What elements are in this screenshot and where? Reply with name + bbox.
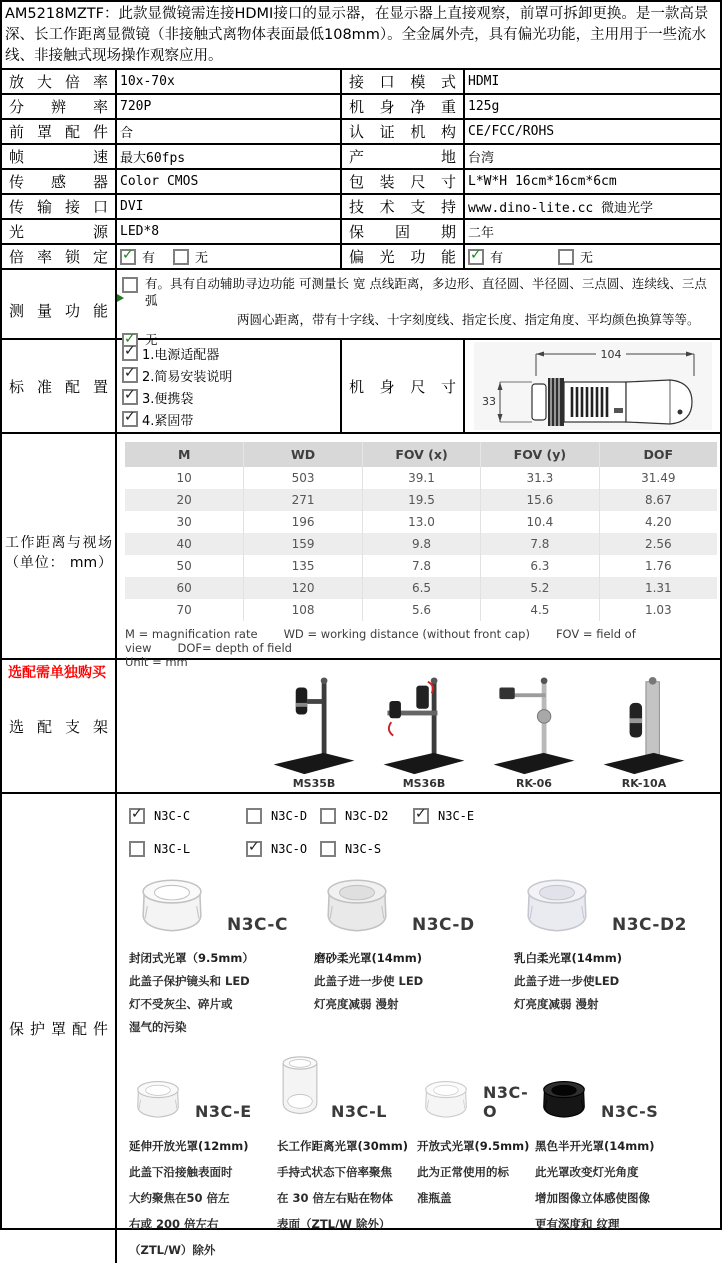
cap-option-label: N3C-C: [154, 809, 191, 823]
spec-label: 前罩配件: [9, 123, 108, 141]
spec-value: 10x-70x: [120, 74, 175, 89]
polarizer-yes-checkbox[interactable]: [468, 249, 484, 265]
spec-label-cell: [342, 145, 465, 168]
wd-column-header: DOF: [599, 442, 717, 467]
magnification-lock-yes-checkbox[interactable]: [120, 249, 136, 265]
wd-table-row: [125, 511, 717, 533]
spec-value: www.dino-lite.cc 微迪光学: [468, 201, 654, 216]
spec-value-cell: [117, 245, 342, 268]
dimension-label-cell: [342, 340, 465, 432]
wd-table-header: [125, 442, 717, 467]
spec-label-cell: [2, 245, 117, 268]
cap-card-N3C-E: [129, 1045, 277, 1263]
cap-option-label: N3C-D2: [345, 809, 389, 823]
cap-image-N3C-O: [417, 1073, 475, 1125]
cap-image-line: [417, 1045, 535, 1125]
spec-value-cell: [117, 95, 342, 118]
cap-image-line: [535, 1045, 720, 1125]
wd-label-line1: 工作距离与视场: [5, 535, 112, 551]
wd-cell: 5.2: [480, 577, 598, 599]
wd-cell: 135: [243, 555, 361, 577]
wd-cell: 20: [176, 493, 192, 507]
cap-card-N3C-S: [535, 1045, 720, 1263]
measurement-label-cell: [2, 270, 117, 351]
spec-value-cell: [465, 195, 720, 218]
spec-value: 720P: [120, 99, 152, 114]
cap-name: N3C-O: [483, 1083, 529, 1121]
wd-cell: 2.56: [599, 533, 717, 555]
spec-value: 最大60fps: [120, 151, 186, 166]
stand-item: [487, 676, 581, 790]
spec-label: 包装尺寸: [349, 173, 456, 191]
spec-value-cell: [117, 220, 342, 243]
cap-option-N3C-C: [129, 808, 246, 824]
spec-value-cell: [465, 145, 720, 168]
cap-option-checkbox-N3C-S[interactable]: [320, 841, 336, 857]
cap-option-checkbox-N3C-L[interactable]: [129, 841, 145, 857]
stand-item: [597, 676, 691, 790]
cap-name: N3C-E: [195, 1102, 252, 1121]
spec-value-cell: [117, 195, 342, 218]
spec-label: 产地: [349, 148, 456, 166]
stand-item: [377, 676, 471, 790]
cap-image-line: [129, 1045, 277, 1125]
wd-cell: 271: [243, 489, 361, 511]
cap-desc-line: 灯不受灰尘、碎片或: [129, 997, 233, 1011]
polarizer-no-checkbox[interactable]: [558, 249, 574, 265]
spec-label: 技术支持: [349, 198, 456, 216]
wd-unit-note: Unit = mm: [125, 655, 188, 669]
cap-desc-line: 长工作距离光罩(30mm): [277, 1139, 408, 1153]
cap-desc-line: 更有深度和 纹理: [535, 1217, 620, 1231]
wd-cell: 108: [243, 599, 361, 621]
spec-label-cell: [342, 195, 465, 218]
cap-name: N3C-C: [227, 915, 288, 935]
cap-option-label: N3C-O: [271, 842, 308, 856]
stand-image-RK-06: [487, 676, 581, 776]
cap-option-checkbox-N3C-D[interactable]: [246, 808, 262, 824]
wd-cell: 60: [176, 581, 192, 595]
cap-image-line: [314, 867, 514, 939]
cap-desc-line: 此为正常使用的标: [417, 1165, 509, 1179]
spec-label: 传输接口: [9, 198, 108, 216]
standard-item-label: 4.紧固带: [142, 413, 194, 429]
cap-option-N3C-L: [129, 841, 246, 857]
cap-option-checkbox-N3C-O[interactable]: [246, 841, 262, 857]
checkbox-label: 有: [142, 251, 156, 266]
spec-value-cell: [465, 170, 720, 193]
spec-value: 台湾: [468, 151, 495, 166]
cap-desc-line: 磨砂柔光罩(14mm): [314, 951, 422, 965]
spec-label-cell: [342, 120, 465, 143]
spec-value-cell: [117, 145, 342, 168]
spec-value: HDMI: [468, 74, 500, 89]
cap-cards-row1: [129, 867, 720, 1039]
cap-description: [535, 1133, 720, 1237]
spec-label-cell: [2, 70, 117, 93]
cap-desc-line: 此光罩改变灯光角度: [535, 1165, 639, 1179]
wd-cell: 1.03: [599, 599, 717, 621]
standard-items: [117, 340, 232, 432]
cap-image-N3C-E: [129, 1073, 187, 1125]
spec-value: 125g: [468, 99, 500, 114]
cap-desc-line: 右或 200 倍左右: [129, 1217, 219, 1231]
cap-desc-line: 在 30 倍左右贴在物体: [277, 1191, 394, 1205]
cap-desc-line: 此盖子进一步使 LED: [314, 974, 424, 988]
cap-image-N3C-L: [277, 1047, 323, 1125]
cap-description: [417, 1133, 535, 1211]
cap-image-line: [129, 867, 314, 939]
spec-value: 合: [120, 126, 134, 141]
spec-rows: [2, 70, 720, 245]
standard-item-checkbox-1[interactable]: [122, 345, 138, 361]
wd-cell: 6.3: [480, 555, 598, 577]
spec-label-cell: [342, 70, 465, 93]
wd-cell: 4.20: [599, 511, 717, 533]
caps-content: [117, 794, 720, 1263]
wd-table-row: [125, 599, 717, 621]
spec-label: 传感器: [9, 173, 108, 191]
standard-label: 标准配置: [9, 377, 108, 396]
spec-value: LED*8: [120, 224, 160, 239]
spec-value: L*W*H 16cm*16cm*6cm: [468, 174, 617, 189]
cap-option-label: N3C-S: [345, 842, 382, 856]
stand-row: [267, 676, 720, 790]
wd-cell: 39.1: [362, 467, 480, 489]
spec-label: 分辨率: [9, 98, 108, 116]
cap-card-N3C-C: [129, 867, 314, 1039]
spec-label-cell: [2, 170, 117, 193]
spec-row: [2, 220, 720, 245]
protective-caps-row: [2, 794, 720, 1257]
spec-value-cell: [465, 245, 720, 268]
wd-cell: 9.8: [362, 533, 480, 555]
wd-cell: 159: [243, 533, 361, 555]
optional-stands-row: [2, 660, 720, 794]
wd-legend-item: FOV = field of view: [125, 627, 636, 655]
cap-description: [129, 1133, 277, 1263]
spec-value-cell: [117, 170, 342, 193]
cap-image-line: [514, 867, 720, 939]
cap-option-label: N3C-D: [271, 809, 308, 823]
wd-table-body: [125, 467, 717, 621]
wd-cell: 15.6: [480, 489, 598, 511]
dimension-drawing-cell: [465, 340, 720, 432]
cap-option-N3C-E: [413, 808, 613, 824]
standard-item-checkbox-2[interactable]: [122, 367, 138, 383]
wd-cell: 6.5: [362, 577, 480, 599]
magnification-lock-no-checkbox[interactable]: [173, 249, 189, 265]
cap-desc-line: 黑色半开光罩(14mm): [535, 1139, 655, 1153]
spec-label: 帧速: [9, 148, 108, 166]
cap-desc-line: 开放式光罩(9.5mm): [417, 1139, 530, 1153]
dimension-height-value: 33: [481, 395, 496, 408]
spec-label-cell: [342, 220, 465, 243]
measurement-option-yes: [122, 275, 716, 309]
cap-desc-line: 手持式状态下倍率聚焦: [277, 1165, 392, 1179]
measurement-option-text: 有。具有自动辅助寻边功能 可测量长 宽 点线距离，多边形、直径圆、半径圆、三点圆、连续线、三点弧: [145, 276, 707, 308]
cap-name: N3C-L: [331, 1102, 387, 1121]
standard-accessory-item: [122, 366, 232, 385]
wd-cell: 503: [243, 467, 361, 489]
standard-item-checkbox-3[interactable]: [122, 389, 138, 405]
measurement-option-text: 无: [145, 332, 158, 347]
wd-legend-item: M = magnification rate: [125, 627, 258, 641]
cap-option-checkbox-N3C-D2[interactable]: [320, 808, 336, 824]
cap-desc-line: 灯亮度减弱 漫射: [314, 997, 399, 1011]
spec-label-cell: [2, 120, 117, 143]
optional-note: 选配需单独购买: [8, 665, 106, 681]
spec-label: 认证机构: [349, 123, 456, 141]
measurement-row: [2, 270, 720, 347]
cap-image-N3C-D: [314, 871, 400, 939]
cap-option-N3C-D: [246, 808, 320, 824]
cap-image-N3C-D2: [514, 871, 600, 939]
standard-item-label: 2.简易安装说明: [142, 369, 233, 385]
cap-desc-line: 此盖子进一步使LED: [514, 974, 620, 988]
spec-label: 机身净重: [349, 98, 456, 116]
working-distance-row: [2, 434, 720, 669]
comment-marker: [117, 294, 124, 302]
wd-column-header: FOV (x): [362, 442, 480, 467]
standard-label-cell: [2, 340, 117, 432]
cap-option-label: N3C-E: [438, 809, 475, 823]
wd-table-row: [125, 555, 717, 577]
measurement-option-text-cont: 两圆心距离，带有十字线、十字刻度线、指定长度、指定角度、平均颜色换算等等。: [237, 312, 700, 327]
wd-cell: 50: [176, 559, 192, 573]
cap-cards-row2: [129, 1045, 720, 1263]
stand-image-MS36B: [377, 676, 471, 776]
cap-card-N3C-D2: [514, 867, 720, 1039]
spec-row: [2, 195, 720, 220]
cap-desc-line: 封闭式光罩（9.5mm）: [129, 951, 254, 965]
wd-cell: 4.5: [480, 599, 598, 621]
spec-value-cell: [465, 95, 720, 118]
cap-option-checkbox-N3C-E[interactable]: [413, 808, 429, 824]
wd-cell: 1.31: [599, 577, 717, 599]
wd-cell: 13.0: [362, 511, 480, 533]
cap-desc-line: 湿气的污染: [129, 1020, 187, 1034]
standard-accessories-row: [2, 340, 720, 434]
spec-value-cell: [465, 120, 720, 143]
standard-item-label: 3.便携袋: [142, 391, 194, 407]
cap-options-grid: [129, 808, 720, 857]
checkbox-label: 无: [195, 251, 209, 266]
spec-value: Color CMOS: [120, 174, 199, 189]
stand-name: RK-10A: [621, 777, 667, 790]
spec-row: [2, 120, 720, 145]
spec-label-cell: [2, 145, 117, 168]
wd-column-header: WD: [243, 442, 361, 467]
cap-desc-line: 灯亮度减弱 漫射: [514, 997, 599, 1011]
cap-desc-line: 准瓶盖: [417, 1191, 452, 1205]
dimension-width-value: 104: [600, 348, 621, 361]
cap-option-N3C-D2: [320, 808, 413, 824]
wd-label-line2: （单位： mm）: [5, 555, 112, 571]
wd-cell: 70: [176, 603, 192, 617]
wd-cell: 30: [176, 515, 192, 529]
cap-desc-line: 乳白柔光罩(14mm): [514, 951, 622, 965]
wd-table-area: [117, 434, 725, 670]
wd-cell: 19.5: [362, 489, 480, 511]
standard-accessory-item: [122, 410, 232, 429]
wd-table: [125, 442, 717, 621]
spec-row: [2, 95, 720, 120]
cap-description: [314, 947, 514, 1016]
spec-label-cell: [342, 245, 465, 268]
stand-name: MS35B: [292, 777, 336, 790]
wd-cell: 7.8: [480, 533, 598, 555]
stand-image-RK-10A: [597, 676, 691, 776]
wd-cell: 10: [176, 471, 192, 485]
wd-cell: 10.4: [480, 511, 598, 533]
spec-row: [2, 70, 720, 95]
wd-legend-item: DOF= depth of field: [177, 641, 292, 655]
spec-label: 接口模式: [349, 73, 456, 91]
standard-items-cell: [117, 340, 342, 432]
cap-desc-line: （ZTL/W）除外: [129, 1243, 216, 1257]
wd-cell: 8.67: [599, 489, 717, 511]
spec-label: 倍率锁定: [9, 248, 108, 266]
cap-option-N3C-O: [246, 841, 320, 857]
measurement-content: [117, 270, 720, 351]
wd-column-header: FOV (y): [480, 442, 598, 467]
cap-name: N3C-D: [412, 915, 475, 935]
stand-item: [267, 676, 361, 790]
wd-cell: 5.6: [362, 599, 480, 621]
spec-label: 偏光功能: [349, 248, 456, 266]
wd-cell: 1.76: [599, 555, 717, 577]
spec-label-cell: [342, 95, 465, 118]
wd-cell: 40: [176, 537, 192, 551]
spec-label: 光源: [9, 223, 108, 241]
wd-legend: [125, 627, 717, 655]
cap-name: N3C-D2: [612, 915, 687, 935]
cap-image-line: [277, 1045, 417, 1125]
wd-table-row: [125, 533, 717, 555]
cap-desc-line: 大约聚焦在50 倍左: [129, 1191, 230, 1205]
spec-label: 保固期: [349, 223, 456, 241]
checkbox-label: 无: [580, 251, 594, 266]
wd-cell: 196: [243, 511, 361, 533]
wd-table-row: [125, 577, 717, 599]
stand-name: MS36B: [402, 777, 446, 790]
cap-card-N3C-O: [417, 1045, 535, 1263]
lock-polarizer-row: [2, 245, 720, 270]
cap-card-N3C-L: [277, 1045, 417, 1263]
caps-label: 保护罩配件: [9, 1020, 108, 1038]
cap-option-label: N3C-L: [154, 842, 191, 856]
wd-cell: 120: [243, 577, 361, 599]
wd-table-row: [125, 489, 717, 511]
spec-label: 放大倍率: [9, 73, 108, 91]
standard-accessory-item: [122, 344, 232, 363]
spec-label-cell: [2, 195, 117, 218]
checkbox-label: 有: [490, 251, 504, 266]
stands-label: 选配支架: [9, 717, 108, 736]
spec-value: DVI: [120, 199, 144, 214]
cap-image-N3C-C: [129, 871, 215, 939]
spec-value-cell: [117, 70, 342, 93]
spec-value: 二年: [468, 226, 495, 241]
cap-desc-line: 延伸开放光罩(12mm): [129, 1139, 249, 1153]
cap-option-N3C-S: [320, 841, 413, 857]
cap-option-checkbox-N3C-C[interactable]: [129, 808, 145, 824]
cap-image-N3C-S: [535, 1073, 593, 1125]
cap-desc-line: 表面（ZTL/W 除外）: [277, 1217, 391, 1231]
cap-desc-line: 增加图像立体感使图像: [535, 1191, 650, 1205]
spec-row: [2, 170, 720, 195]
cap-description: [277, 1133, 417, 1237]
cap-desc-line: 此盖下沿接触表面时: [129, 1165, 233, 1179]
cap-desc-line: 此盖子保护镜头和 LED: [129, 974, 250, 988]
spec-value-cell: [465, 70, 720, 93]
wd-cell: 31.49: [599, 467, 717, 489]
spec-value: CE/FCC/ROHS: [468, 124, 555, 139]
wd-legend-item: WD = working distance (without front cap): [283, 627, 530, 641]
standard-accessory-item: [122, 388, 232, 407]
wd-table-row: [125, 467, 717, 489]
dimension-label: 机身尺寸: [349, 377, 456, 396]
cap-description: [514, 947, 720, 1016]
wd-label-cell: [2, 434, 117, 670]
spec-label-cell: [342, 170, 465, 193]
wd-cell: 31.3: [480, 467, 598, 489]
standard-item-checkbox-4[interactable]: [122, 411, 138, 427]
measurement-yes-checkbox[interactable]: [122, 277, 138, 293]
measurement-label: 测量功能: [9, 302, 108, 320]
standard-item-label: 1.电源适配器: [142, 347, 220, 363]
spec-label-cell: [2, 220, 117, 243]
wd-column-header: M: [177, 447, 191, 462]
cap-description: [129, 947, 314, 1039]
intro-text: AM5218MZTF：此款显微镜需连接HDMI接口的显示器，在显示器上直接观察，前罩可拆卸更换。是一款高景深、长工作距离显微镜（非接触式离物体表面最低108mm）。全金属外壳，具有偏光功能，主用用于一些流水线、非接触式现场操作观察应用。: [2, 2, 720, 70]
cap-name: N3C-S: [601, 1102, 659, 1121]
cap-card-N3C-D: [314, 867, 514, 1039]
stand-image-MS35B: [267, 676, 361, 776]
stand-name: RK-06: [516, 777, 552, 790]
spec-value-cell: [117, 120, 342, 143]
spec-row: [2, 145, 720, 170]
spec-value-cell: [465, 220, 720, 243]
caps-label-cell: [2, 794, 117, 1263]
spec-label-cell: [2, 95, 117, 118]
microscope-dimension-drawing: [474, 342, 712, 430]
wd-cell: 7.8: [362, 555, 480, 577]
